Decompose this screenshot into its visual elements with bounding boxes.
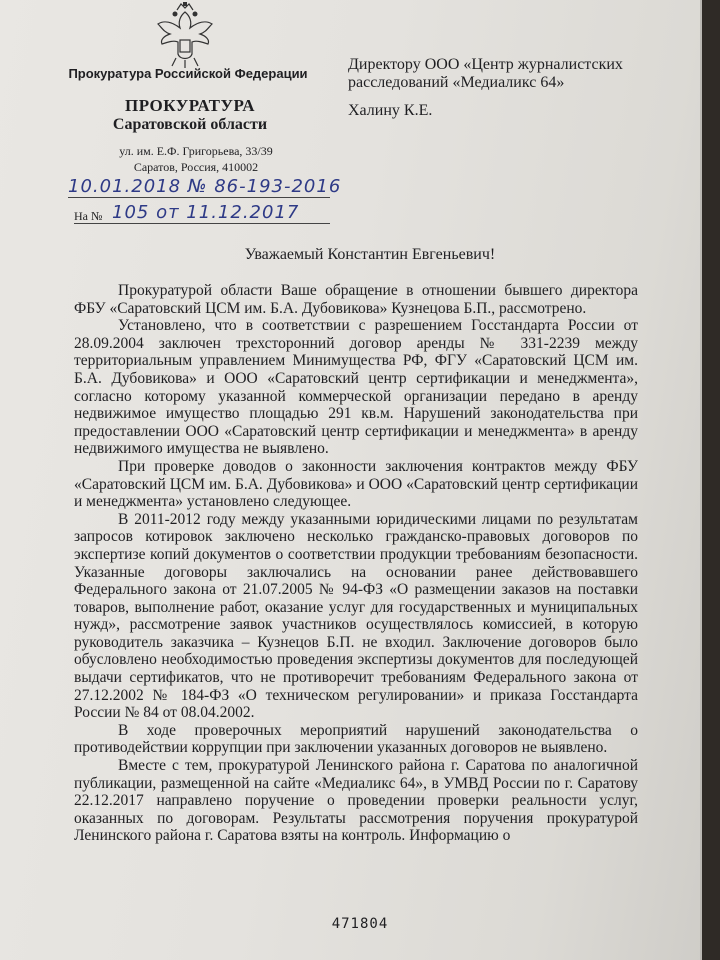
address-line-1: ул. им. Е.Ф. Григорьева, 33/39 [119, 144, 273, 158]
paragraph: Вместе с тем, прокуратурой Ленинского района г. Саратова по аналогичной публикации, размещенной на сайте «Медиаликс 64», в УМВД России по г. Саратову 22.12.2017 направлено поручение о проведении проверки реальности услуг, оказанных по договорам. Результаты рассмотрения поручения прокуратурой Ленинского района г. Саратова взяты на контроль. Информацию о [74, 757, 638, 845]
org-region: Саратовской области [112, 116, 268, 133]
paragraph: Установлено, что в соответствии с разрешением Госстандарта России от 28.09.2004 заключен трехсторонний договор аренды № 331-2239 между территориальным управлением Минимущества РФ, ФГУ «Саратовский ЦСМ им. Б.А. Дубовикова» и ООО «Саратовский центр сертификации и менеджмента», согласно которому указанной коммерческой организации передано в аренду недвижимое имущество площадью 291 кв.м. Нарушений законодательства при предоставлении ООО «Саратовский центр сертификации и менеджмента» в аренду недвижимого имущества не выявлено. [74, 317, 638, 458]
registration-date-number: 10.01.2018 № 86-193-2016 [68, 176, 342, 197]
reply-label: На № [74, 209, 103, 223]
date-underline [68, 197, 330, 198]
document-serial-number: 471804 [331, 916, 389, 932]
paragraph: При проверке доводов о законности заключения контрактов между ФБУ «Саратовский ЦСМ им. Б.А. Дубовикова» и ООО «Саратовский центр сертификации и менеджмента» установлено следующее. [74, 457, 638, 511]
paragraph: В 2011-2012 году между указанными юридическими лицами по результатам запросов котировок заключено несколько гражданско-правовых договоров по экспертизе копий документов о соответствии продукции требованиям безопасности. Указанные договоры заключались на основании ранее действовавшего Федерального закона от 21.07.2005 № 94-ФЗ «О размещении заказов на поставки товаров, выполнение работ, оказание услуг для государственных и муниципальных нужд», рассмотрение заявок участников осуществлялось комиссией, в которую руководитель заказчика – Кузнецов Б.П. не входил. Заключение договоров было обусловлено необходимостью проведения экспертизы документов для последующей выдачи сертификатов, что не противоречит требованиям Федерального закона от 27.12.2002 № 184-ФЗ «О техническом регулировании» и приказа Госстандарта России № 84 от 08.04.2002. [74, 510, 638, 722]
salutation: Уважаемый Константин Евгеньевич! [244, 246, 496, 263]
addressee-organization: Директору ООО «Центр журналистских расследований «Медиаликс 64» [348, 56, 623, 91]
org-federation: Прокуратура Российской Федерации [68, 66, 308, 81]
double-headed-eagle-icon [150, 2, 220, 70]
reply-reference: 105 от 11.12.2017 [112, 202, 300, 223]
paragraph: В ходе проверочных мероприятий нарушений законодательства о противодействии коррупции при заключении указанных договоров не выявлено. [74, 721, 638, 757]
addressee-name: Халину К.Е. [348, 102, 433, 119]
org-title: ПРОКУРАТУРА [125, 96, 255, 115]
paragraph: Прокуратурой области Ваше обращение в отношении бывшего директора ФБУ «Саратовский ЦСМ им. Б.А. Дубовикова» Кузнецова Б.П., рассмотрено. [74, 282, 638, 317]
address-line-2: Саратов, Россия, 410002 [133, 160, 259, 174]
reply-underline [74, 223, 330, 224]
letter-body [74, 282, 638, 845]
